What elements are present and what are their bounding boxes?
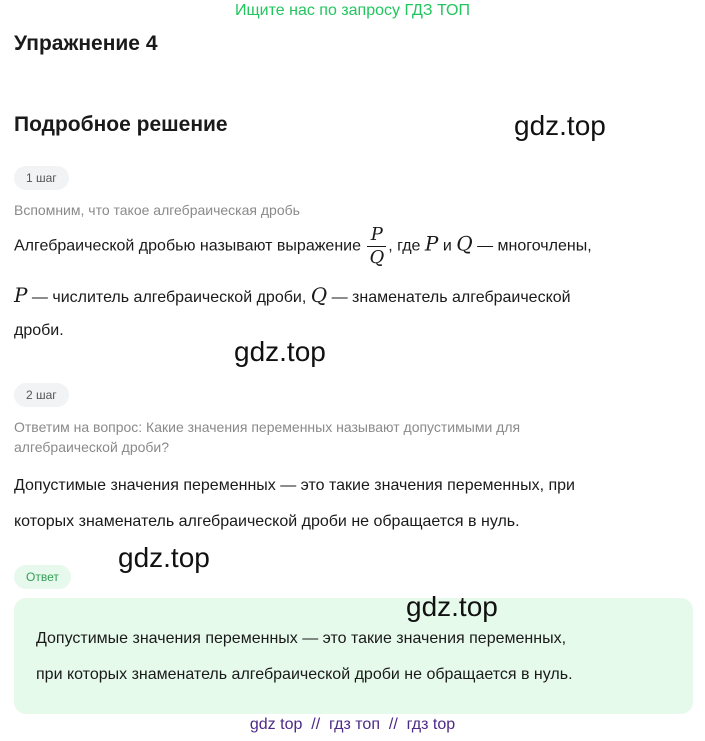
answer-line1: Допустимые значения переменных — это такие значения переменных, — [36, 630, 567, 647]
step2-badge: 2 шаг — [14, 383, 69, 407]
step2-hint-line2: алгебраической дроби? — [14, 439, 170, 455]
step1-line1: Алгебраической дробью называют выражение $\frac{P}{Q}$ , где P и Q — многочлены, — [14, 224, 592, 268]
step2-hint-line1: Ответим на вопрос: Какие значения переменных называют допустимыми для — [14, 419, 521, 435]
step1-line3: дроби. — [14, 322, 64, 339]
watermark: gdz.top — [234, 336, 326, 367]
step2-text-line2: которых знаменатель алгебраической дроби не обращается в нуль. — [14, 513, 520, 530]
top-banner: Ищите нас по запросу ГДЗ ТОП — [235, 2, 470, 19]
answer-box — [14, 598, 693, 714]
watermark: gdz.top — [406, 591, 498, 622]
solution-title: Подробное решение — [14, 113, 228, 136]
answer-line2: при которых знаменатель алгебраической дроби не обращается в нуль. — [36, 666, 573, 683]
watermark: gdz.top — [118, 542, 210, 573]
footer-links[interactable]: gdz top // гдз топ // гдз top — [249, 716, 456, 733]
fraction-p-over-q: $\frac{P}{Q}$ — [369, 224, 385, 268]
step1-hint: Вспомним, что такое алгебраическая дробь — [14, 202, 300, 218]
watermark: gdz.top — [514, 110, 606, 141]
step1-line2: P — числитель алгебраической дроби, Q — знаменатель алгебраической — [14, 283, 571, 307]
answer-badge: Ответ — [14, 565, 71, 589]
step1-badge: 1 шаг — [14, 166, 69, 190]
step2-text-line1: Допустимые значения переменных — это такие значения переменных, при — [14, 477, 575, 494]
exercise-title: Упражнение 4 — [14, 32, 158, 55]
